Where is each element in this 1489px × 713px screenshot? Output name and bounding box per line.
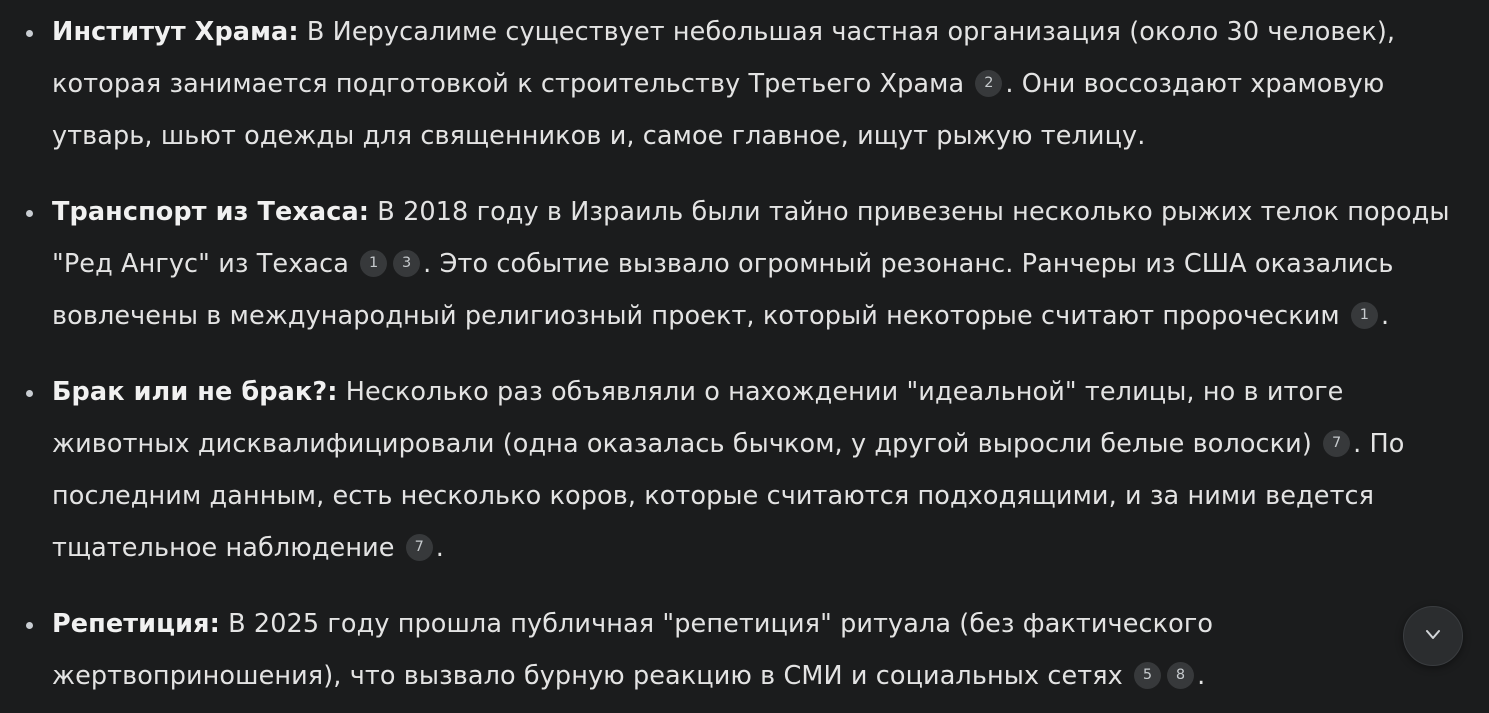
list-item-lead: Транспорт из Техаса:: [52, 197, 370, 227]
citation-badge[interactable]: 2: [975, 70, 1002, 97]
list-item-lead: Брак или не брак?:: [52, 377, 338, 407]
list-item-text: В 2025 году прошла публичная "репетиция" ритуала (без фактического жертвоприношения), что вызвало бурную реакцию в СМИ и социальных сетях: [52, 609, 1214, 691]
list-item: [0, 598, 1461, 702]
chevron-down-icon: [1421, 622, 1445, 650]
bullet-dot-icon: [26, 390, 33, 397]
list-item-text: . По последним данным, есть несколько коров, которые считаются подходящими, и за ними ведется тщательное наблюдение: [52, 429, 1405, 563]
list-item: [0, 186, 1461, 342]
list-item-lead: Репетиция:: [52, 609, 220, 639]
list-item-text: .: [1380, 301, 1390, 331]
answer-bullet-list: [0, 6, 1461, 702]
citation-badge[interactable]: 3: [393, 250, 420, 277]
citation-badge[interactable]: 5: [1134, 662, 1161, 689]
bullet-dot-icon: [26, 30, 33, 37]
citation-badge[interactable]: 7: [1323, 430, 1350, 457]
list-item-text: В Иерусалиме существует небольшая частная организация (около 30 человек), которая занимается подготовкой к строительству Третьего Храма: [52, 17, 1396, 99]
list-item: [0, 6, 1461, 162]
citation-badge[interactable]: 7: [406, 534, 433, 561]
list-item-lead: Институт Храма:: [52, 17, 299, 47]
list-item: [0, 366, 1461, 574]
list-item-text: В 2018 году в Израиль были тайно привезены несколько рыжих телок породы "Ред Ангус" из Техаса: [52, 197, 1450, 279]
citation-badge[interactable]: 1: [1351, 302, 1378, 329]
list-item-text: .: [1197, 661, 1206, 691]
list-item-text: Несколько раз объявляли о нахождении "идеальной" телицы, но в итоге животных дисквалифицировали (одна оказалась бычком, у другой выросли белые волоски): [52, 377, 1344, 459]
citation-badge[interactable]: 1: [360, 250, 387, 277]
list-item-text: .: [435, 533, 445, 563]
list-item-text: . Это событие вызвало огромный резонанс. Ранчеры из США оказались вовлечены в международный религиозный проект, который некоторые считают пророческим: [52, 249, 1394, 331]
bullet-dot-icon: [26, 622, 33, 629]
scroll-region[interactable]: [0, 6, 1489, 713]
scroll-to-bottom-button[interactable]: [1403, 606, 1463, 666]
list-item-text: . Они воссоздают храмовую утварь, шьют одежды для священников и, самое главное, ищут рыжую телицу.: [52, 69, 1385, 151]
citation-badge[interactable]: 8: [1167, 662, 1194, 689]
bullet-dot-icon: [26, 210, 33, 217]
